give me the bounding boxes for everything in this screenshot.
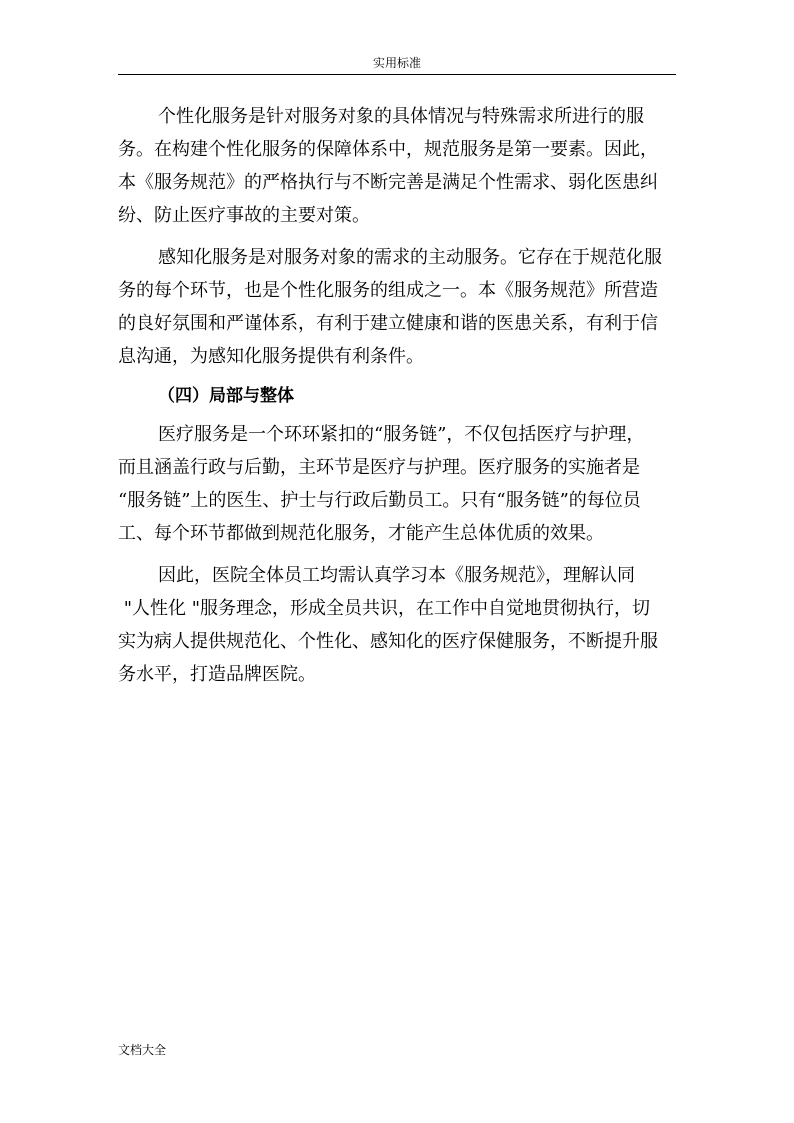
- text-line: 的良好氛围和严谨体系，有利于建立健康和谐的医患关系，有利于信: [118, 313, 658, 334]
- text-line: 务。在构建个性化服务的保障体系中，规范服务是第一要素。因此，: [118, 139, 658, 160]
- text-line: 纷、防止医疗事故的主要对策。: [118, 205, 370, 226]
- text-line: 工、每个环节都做到规范化服务，才能产生总体优质的效果。: [118, 523, 604, 544]
- text-line: "人性化 "服务理念，形成全员共识，在工作中自觉地贯彻执行，切: [118, 598, 650, 619]
- text-line: 医疗服务是一个环环紧扣的“服务链”，不仅包括医疗与护理，: [158, 424, 645, 445]
- text-line: 务水平，打造品牌医院。: [118, 664, 316, 685]
- text-line: 务的每个环节，也是个性化服务的组成之一。本《服务规范》所营造: [118, 280, 658, 301]
- text-line: 因此，医院全体员工均需认真学习本《服务规范》，理解认同: [158, 565, 635, 586]
- section-heading: （四）局部与整体: [158, 386, 294, 406]
- document-body: [118, 100, 676, 691]
- text-line: 本《服务规范》的严格执行与不断完善是满足个性需求、弱化医患纠: [118, 172, 658, 193]
- paragraph: [118, 418, 676, 550]
- paragraph: [118, 559, 676, 691]
- text-line: 息沟通，为感知化服务提供有利条件。: [118, 346, 424, 367]
- paragraph: [118, 241, 676, 373]
- page-header: [118, 55, 676, 75]
- page-footer: [118, 1041, 166, 1058]
- footer-text: 文档大全: [118, 1043, 167, 1057]
- text-line: “服务链”上的医生、护士与行政后勤员工。只有“服务链”的每位员: [118, 490, 641, 511]
- text-line: 感知化服务是对服务对象的需求的主动服务。它存在于规范化服: [158, 247, 662, 268]
- text-line: 而且涵盖行政与后勤，主环节是医疗与护理。医疗服务的实施者是: [118, 457, 640, 478]
- text-line: 个性化服务是针对服务对象的具体情况与特殊需求所进行的服: [158, 106, 644, 127]
- header-title: 实用标准: [372, 56, 421, 70]
- text-line: 实为病人提供规范化、个性化、感知化的医疗保健服务，不断提升服: [118, 631, 658, 652]
- paragraph: [118, 100, 676, 232]
